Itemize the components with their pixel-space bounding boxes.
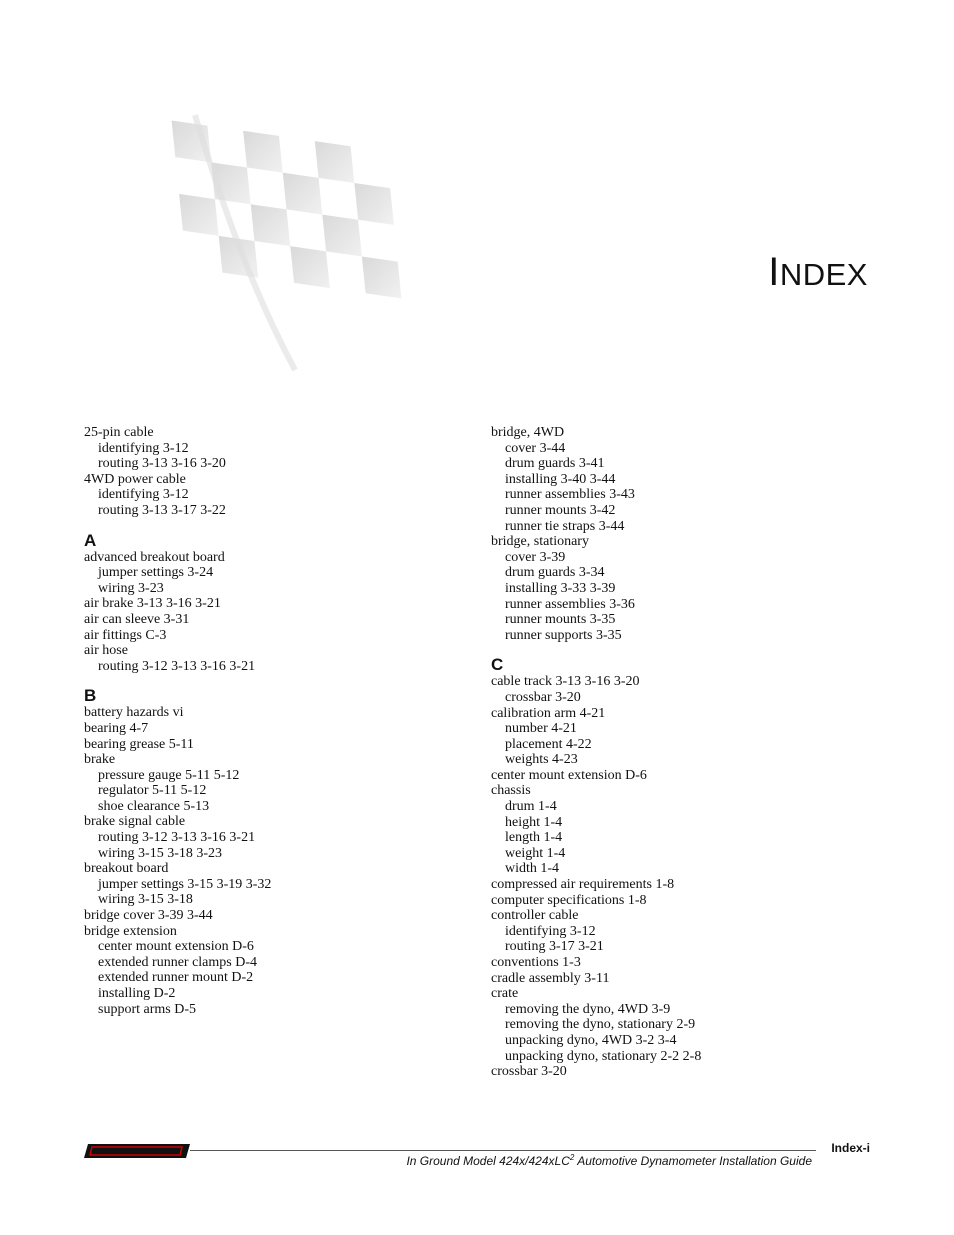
index-subentry: runner mounts 3-42 [505,502,616,518]
index-subentry: height 1-4 [505,814,563,830]
index-entry: computer specifications 1-8 [491,892,647,908]
index-section-letter: B [84,686,97,706]
index-subentry: runner mounts 3-35 [505,612,616,628]
index-entry: air hose [84,643,128,659]
index-entry: chassis [491,783,531,799]
index-subentry: removing the dyno, stationary 2-9 [505,1017,696,1033]
index-section-letter: C [491,655,504,675]
index-entry: bearing 4-7 [84,720,149,736]
index-subentry: support arms D-5 [98,1001,196,1017]
index-entry: controller cable [491,908,579,924]
index-subentry: cover 3-44 [505,440,566,456]
page-title: INDEX [768,250,868,294]
index-entry: air fittings C-3 [84,627,167,643]
index-subentry: wiring 3-23 [98,580,164,596]
index-column-left [84,425,464,1017]
index-subentry: unpacking dyno, stationary 2-2 2-8 [505,1048,702,1064]
index-entry: 25-pin cable [84,425,154,440]
index-subentry: center mount extension D-6 [98,939,254,955]
index-entry: calibration arm 4-21 [491,705,606,721]
index-subentry: routing 3-13 3-17 3-22 [98,502,226,518]
index-section-letter: A [84,530,97,550]
index-subentry: regulator 5-11 5-12 [98,783,207,799]
index-subentry: weights 4-23 [505,752,578,768]
index-entry: center mount extension D-6 [491,767,647,783]
index-subentry: wiring 3-15 3-18 3-23 [98,845,223,861]
index-entry: advanced breakout board [84,549,225,565]
guide-title: In Ground Model 424x/424xLC$^2$ Automotive Dynamometer Installation Guide [406,1153,812,1168]
index-subentry: cover 3-39 [505,549,566,565]
index-entry: air brake 3-13 3-16 3-21 [84,596,221,612]
index-subentry: drum 1-4 [505,799,557,815]
index-subentry: width 1-4 [505,861,560,877]
page-number: Index-i [831,1141,870,1155]
index-entry: bridge extension [84,923,177,939]
index-subentry: jumper settings 3-15 3-19 3-32 [98,876,272,892]
index-subentry: routing 3-12 3-13 3-16 3-21 [98,830,256,846]
index-subentry: runner supports 3-35 [505,627,622,643]
index-entry: brake [84,752,116,768]
index-subentry: runner assemblies 3-36 [505,596,635,612]
index-subentry: removing the dyno, 4WD 3-9 [505,1001,671,1017]
index-subentry: placement 4-22 [505,736,592,752]
index-subentry: jumper settings 3-24 [98,565,214,581]
index-subentry: runner assemblies 3-43 [505,487,635,503]
index-entry: crossbar 3-20 [491,1064,567,1080]
index-entry: air can sleeve 3-31 [84,611,190,627]
index-column-right [491,425,871,1080]
index-entry: breakout board [84,861,169,877]
index-subentry: length 1-4 [505,830,563,846]
index-entry: bearing grease 5-11 [84,736,194,752]
index-subentry: runner tie straps 3-44 [505,518,625,534]
index-subentry: routing 3-13 3-16 3-20 [98,456,226,472]
dynojet-logo-icon [84,1143,190,1159]
index-entry: compressed air requirements 1-8 [491,877,675,893]
index-subentry: identifying 3-12 [505,923,596,939]
index-subentry: number 4-21 [505,721,577,737]
index-subentry: installing 3-40 3-44 [505,471,616,487]
index-entry: bridge, 4WD [491,425,565,440]
index-subentry: weight 1-4 [505,845,566,861]
index-subentry: routing 3-17 3-21 [505,939,604,955]
index-entry: bridge, stationary [491,534,589,550]
index-subentry: identifying 3-12 [98,440,189,456]
index-subentry: extended runner clamps D-4 [98,954,257,970]
index-subentry: identifying 3-12 [98,487,189,503]
index-entry: cradle assembly 3-11 [491,970,610,986]
index-subentry: shoe clearance 5-13 [98,798,210,814]
index-subentry: drum guards 3-41 [505,456,605,472]
index-subentry: wiring 3-15 3-18 [98,892,193,908]
index-entry: 4WD power cable [84,471,186,487]
index-entry: crate [491,986,519,1002]
index-entry: bridge cover 3-39 3-44 [84,908,213,924]
index-subentry: extended runner mount D-2 [98,970,254,986]
index-subentry: routing 3-12 3-13 3-16 3-21 [98,658,256,674]
index-subentry: installing 3-33 3-39 [505,580,616,596]
checkered-flag-icon [165,95,455,385]
footer-divider [190,1150,816,1151]
index-subentry: drum guards 3-34 [505,565,605,581]
index-entry: cable track 3-13 3-16 3-20 [491,674,640,690]
index-entry: brake signal cable [84,814,186,830]
index-entry: battery hazards vi [84,705,184,721]
index-subentry: pressure gauge 5-11 5-12 [98,767,240,783]
index-subentry: unpacking dyno, 4WD 3-2 3-4 [505,1032,677,1048]
index-entry: conventions 1-3 [491,955,581,970]
index-subentry: crossbar 3-20 [505,689,581,705]
index-subentry: installing D-2 [98,986,176,1001]
